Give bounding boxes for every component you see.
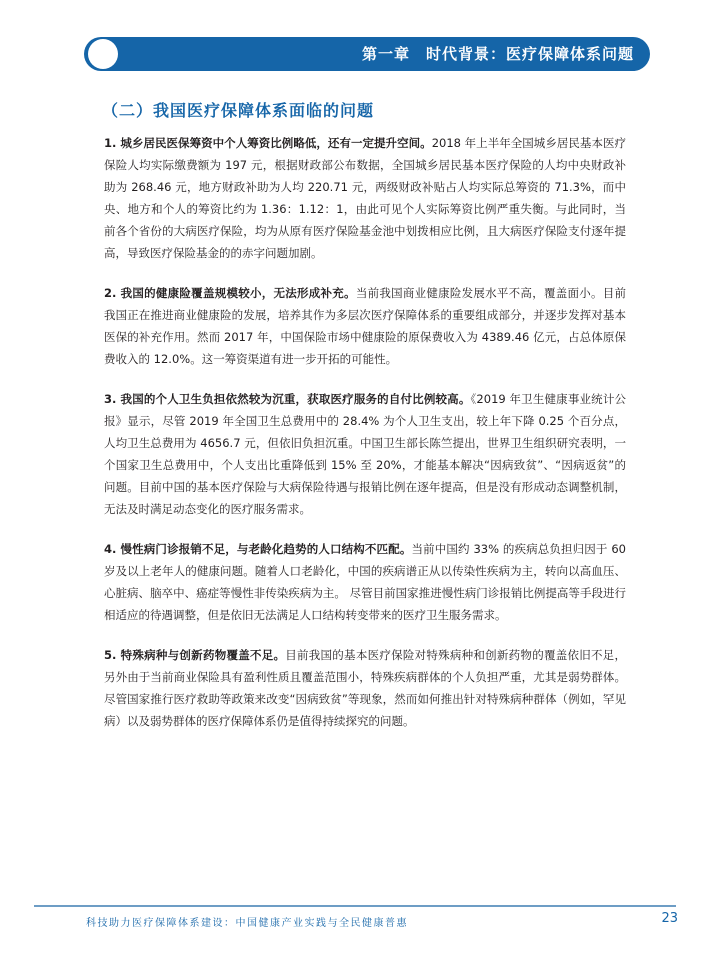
- footer-divider: [34, 905, 676, 907]
- paragraph-body: 当前我国商业健康险发展水平不高，覆盖面小。目前我国正在推进商业健康险的发展，培养其作为多层次医疗保障体系的重要组成部分，并逐步发挥对基本医保的补充作用。然而 2017 年，中国保险市场中健康险的原保费收入为 4389.46 亿元，占总体原保费收入的 12.0%。这一筹资渠道有进一步开拓的可能性。: [104, 286, 627, 366]
- paragraph-lead: 5. 特殊病种与创新药物覆盖不足。: [104, 648, 286, 662]
- paragraph-lead: 2. 我国的健康险覆盖规模较小，无法形成补充。: [104, 286, 356, 300]
- paragraph-lead: 1. 城乡居民医保筹资中个人筹资比例略低，还有一定提升空间。: [104, 136, 432, 150]
- paragraph-1: [104, 132, 626, 264]
- paragraph-lead: 3. 我国的个人卫生负担依然较为沉重，获取医疗服务的自付比例较高。: [104, 392, 471, 406]
- section-title: （二）我国医疗保障体系面临的问题: [102, 101, 375, 120]
- paragraph-4: [104, 538, 626, 626]
- paragraph-lead: 4. 慢性病门诊报销不足，与老龄化趋势的人口结构不匹配。: [104, 542, 412, 556]
- paragraph-body: 目前我国的基本医疗保险对特殊病种和创新药物的覆盖依旧不足，另外由于当前商业保险具有盈利性质且覆盖范围小，特殊疾病群体的个人负担严重，尤其是弱势群体。尽管国家推行医疗救助等政策来改变“因病致贫”等现象，然而如何推出针对特殊病种群体（例如，罕见病）以及弱势群体的医疗保障体系仍是值得持续探究的问题。: [104, 648, 627, 728]
- page-number: 23: [661, 911, 678, 926]
- paragraph-body: 2018 年上半年全国城乡居民基本医疗保险人均实际缴费额为 197 元，根据财政部公布数据，全国城乡居民基本医疗保险的人均中央财政补助为 268.46 元，地方财政补助为人均 220.71 元，两级财政补贴占人均实际总筹资的 71.3%，而中央、地方和个人的筹资比约为 1.36：1.12：1，由此可见个人实际筹资比例严重失衡。与此同时，当前各个省份的大病医疗保险，均为从原有医疗保险基金池中划拨相应比例，且大病医疗保险支付逐年提高，导致医疗保险基金的的赤字问题加剧。: [104, 136, 627, 260]
- paragraph-body: 当前中国约 33% 的疾病总负担归因于 60 岁及以上老年人的健康问题。随着人口老龄化，中国的疾病谱正从以传染性疾病为主，转向以高血压、心脏病、脑卒中、癌症等慢性非传染疾病为主。 尽管目前国家推进慢性病门诊报销比例提高等手段进行相适应的待遇调整，但是依旧无法满足人口结构转变带来的医疗卫生服务需求。: [104, 542, 626, 622]
- chapter-title: 第一章 时代背景：医疗保障体系问题: [361, 45, 634, 63]
- paragraph-3: [104, 388, 626, 520]
- header-circle-icon: [88, 39, 118, 69]
- paragraph-5: [104, 644, 626, 732]
- footer-title: 科技助力医疗保障体系建设：中国健康产业实践与全民健康普惠: [86, 918, 408, 929]
- paragraph-2: [104, 282, 626, 370]
- body-content: [104, 132, 626, 750]
- paragraph-body: 《2019 年卫生健康事业统计公报》显示，尽管 2019 年全国卫生总费用中的 28.4% 为个人卫生支出，较上年下降 0.25 个百分点，人均卫生总费用为 4656.7 元，但依旧负担沉重。中国卫生部长陈竺提出，世界卫生组织研究表明，一个国家卫生总费用中，个人支出比重降低到 15% 至 20%，才能基本解决“因病致贫”、“因病返贫”的问题。目前中国的基本医疗保险与大病保险待遇与报销比例在逐年提高，但是没有形成动态调整机制，无法及时满足动态变化的医疗服务需求。: [104, 392, 627, 516]
